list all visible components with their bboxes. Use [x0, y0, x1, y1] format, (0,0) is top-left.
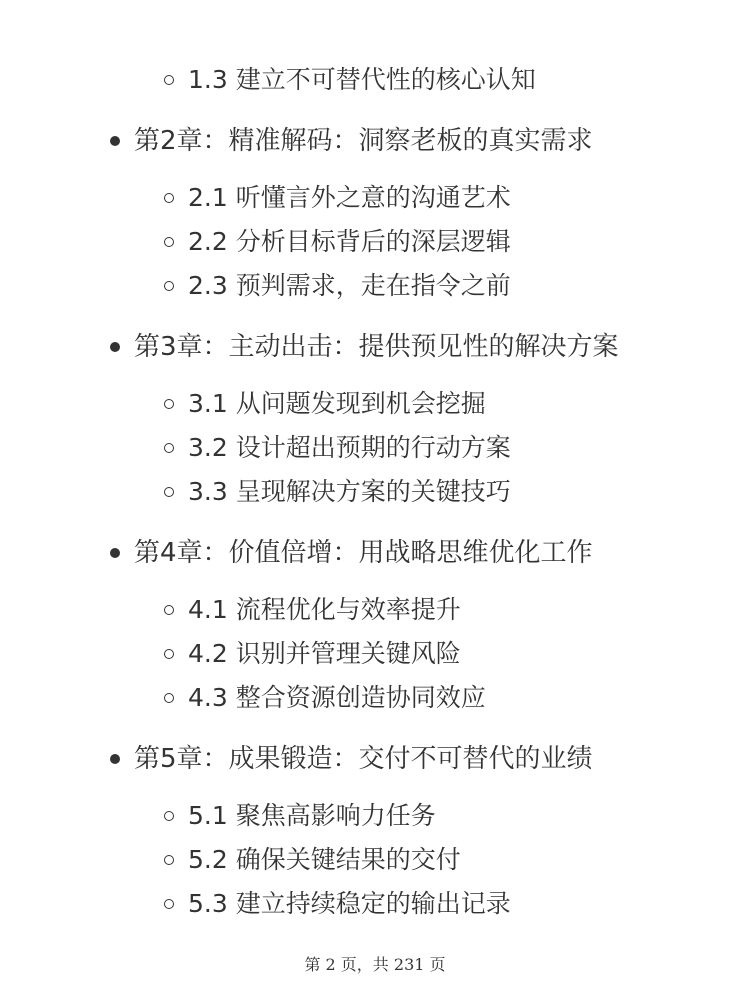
chapter-heading: [0, 326, 750, 368]
solid-bullet-icon: [110, 342, 120, 352]
section-label: 5.1 聚焦高影响力任务: [188, 801, 436, 830]
list-item: [0, 676, 750, 720]
hollow-bullet-icon: [164, 237, 174, 247]
chapter-title: 第3章：主动出击：提供预见性的解决方案: [134, 332, 619, 362]
list-item: [0, 58, 750, 102]
hollow-bullet-icon: [164, 605, 174, 615]
hollow-bullet-icon: [164, 443, 174, 453]
hollow-bullet-icon: [164, 899, 174, 909]
chapter-title: 第5章：成果锻造：交付不可替代的业绩: [134, 744, 593, 774]
list-item: [0, 470, 750, 514]
list-item: [0, 176, 750, 220]
chapter-block: [0, 120, 750, 308]
hollow-bullet-icon: [164, 855, 174, 865]
page-number-footer: 第 2 页，共 231 页: [304, 955, 446, 974]
chapter-block: [0, 326, 750, 514]
list-item: [0, 588, 750, 632]
chapter-heading: [0, 738, 750, 780]
hollow-bullet-icon: [164, 693, 174, 703]
chapter-block: [0, 738, 750, 926]
section-label: 4.1 流程优化与效率提升: [188, 595, 461, 624]
hollow-bullet-icon: [164, 281, 174, 291]
list-item: [0, 882, 750, 926]
chapter-block: [0, 532, 750, 720]
section-label: 2.3 预判需求，走在指令之前: [188, 271, 511, 300]
hollow-bullet-icon: [164, 399, 174, 409]
list-item: [0, 382, 750, 426]
table-of-contents: [0, 58, 750, 926]
section-label: 2.1 听懂言外之意的沟通艺术: [188, 183, 511, 212]
solid-bullet-icon: [110, 136, 120, 146]
chapter-heading: [0, 532, 750, 574]
list-item: [0, 838, 750, 882]
hollow-bullet-icon: [164, 649, 174, 659]
section-label: 3.3 呈现解决方案的关键技巧: [188, 477, 511, 506]
chapter-title: 第2章：精准解码：洞察老板的真实需求: [134, 126, 593, 156]
hollow-bullet-icon: [164, 487, 174, 497]
solid-bullet-icon: [110, 754, 120, 764]
section-label: 5.3 建立持续稳定的输出记录: [188, 889, 511, 918]
section-label: 1.3 建立不可替代性的核心认知: [188, 65, 536, 94]
hollow-bullet-icon: [164, 811, 174, 821]
chapter-heading: [0, 120, 750, 162]
section-label: 4.3 整合资源创造协同效应: [188, 683, 486, 712]
hollow-bullet-icon: [164, 193, 174, 203]
solid-bullet-icon: [110, 548, 120, 558]
section-label: 2.2 分析目标背后的深层逻辑: [188, 227, 511, 256]
list-item: [0, 632, 750, 676]
hollow-bullet-icon: [164, 75, 174, 85]
section-label: 3.1 从问题发现到机会挖掘: [188, 389, 486, 418]
section-label: 5.2 确保关键结果的交付: [188, 845, 461, 874]
section-label: 3.2 设计超出预期的行动方案: [188, 433, 511, 462]
list-item: [0, 220, 750, 264]
chapter-title: 第4章：价值倍增：用战略思维优化工作: [134, 538, 593, 568]
section-label: 4.2 识别并管理关键风险: [188, 639, 461, 668]
list-item: [0, 426, 750, 470]
list-item: [0, 794, 750, 838]
list-item: [0, 264, 750, 308]
